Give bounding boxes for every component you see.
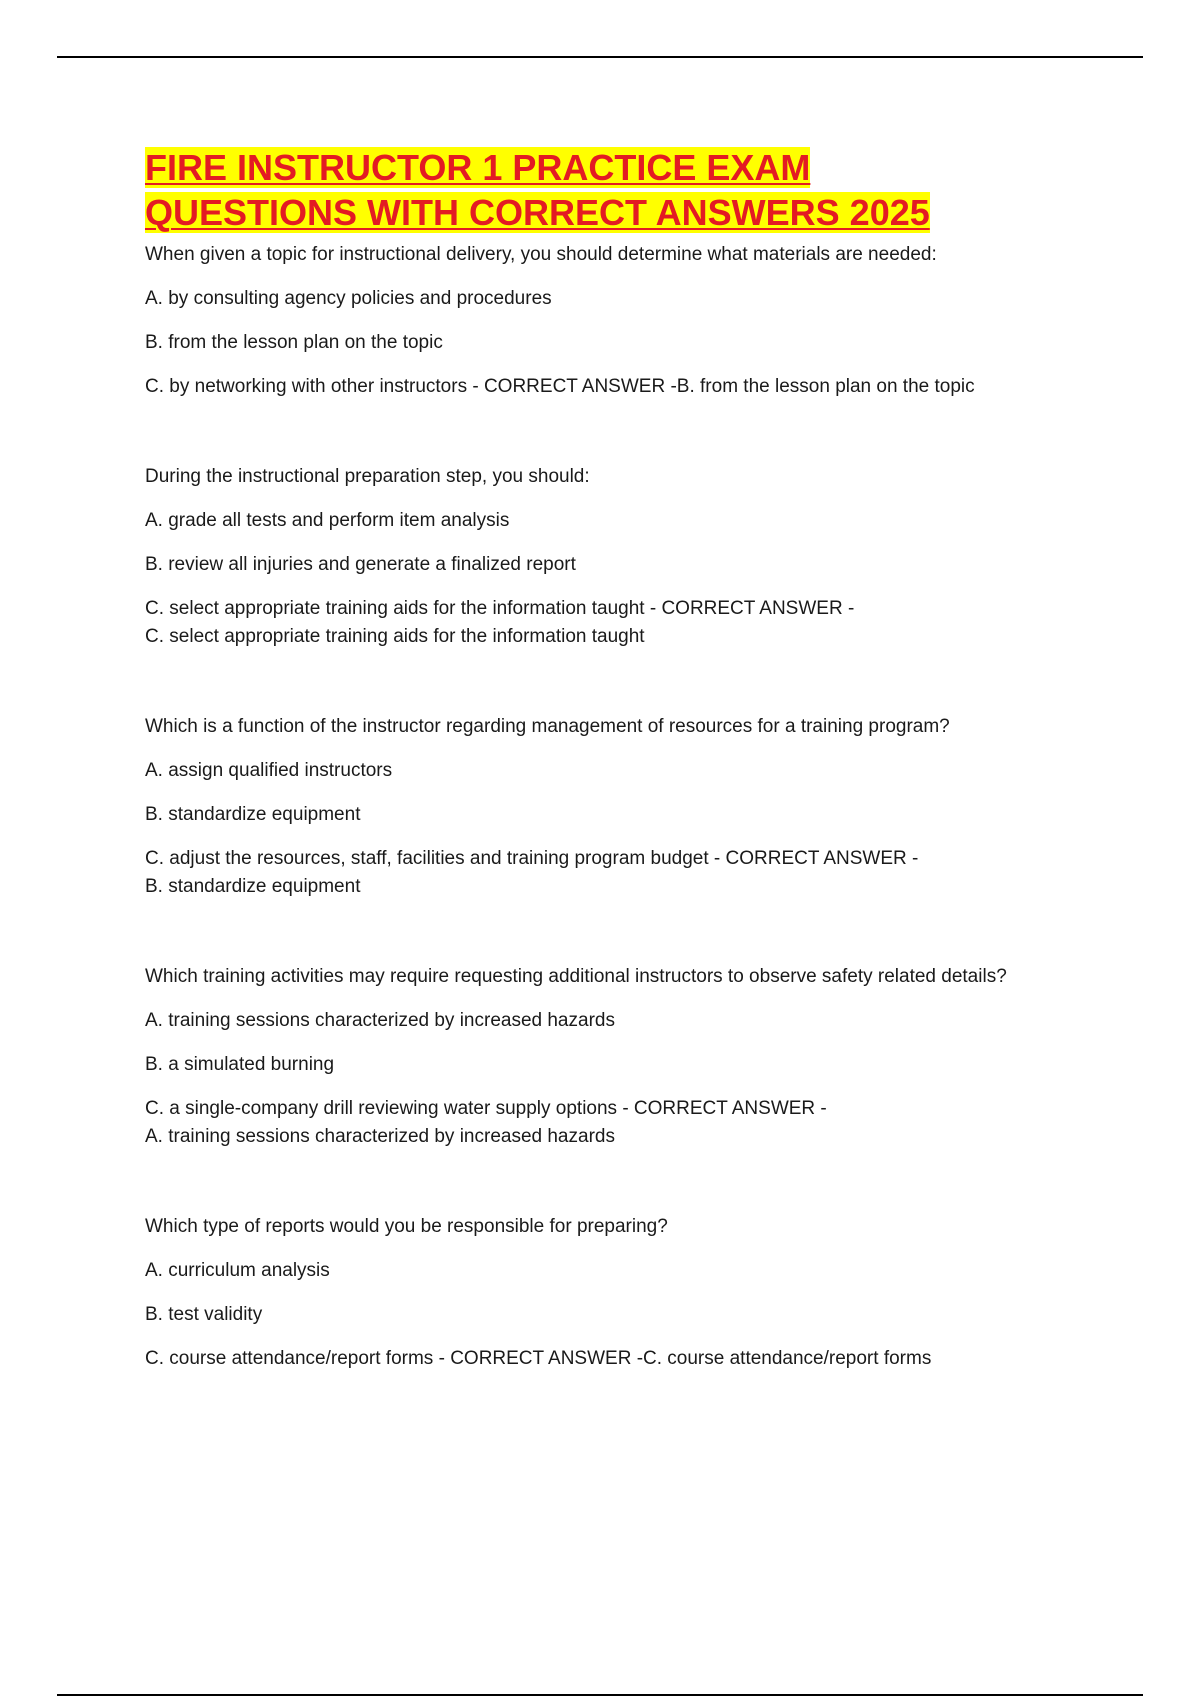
option-c: C. by networking with other instructors - CORRECT ANSWER -B. from the lesson plan on the topic (145, 376, 975, 397)
spacer (145, 401, 1105, 463)
title-line-1: FIRE INSTRUCTOR 1 PRACTICE EXAM (145, 147, 811, 188)
option-c: C. course attendance/report forms - CORRECT ANSWER -C. course attendance/report forms (145, 1348, 932, 1369)
title-line-2: QUESTIONS WITH CORRECT ANSWERS 2025 (145, 192, 930, 233)
question-text: Which is a function of the instructor regarding management of resources for a training program? (145, 716, 950, 737)
question-block-3 (145, 713, 1105, 901)
spacer (145, 901, 1105, 963)
document-title (145, 145, 1105, 235)
question-block-4 (145, 963, 1105, 1151)
bottom-rule (57, 1694, 1143, 1696)
question-text: During the instructional preparation step, you should: (145, 466, 590, 487)
option-a: A. curriculum analysis (145, 1260, 330, 1281)
option-a: A. grade all tests and perform item analysis (145, 510, 510, 531)
option-b: B. a simulated burning (145, 1054, 335, 1075)
correct-answer: A. training sessions characterized by increased hazards (145, 1126, 615, 1147)
correct-answer: C. select appropriate training aids for the information taught (145, 626, 645, 647)
question-text: Which type of reports would you be responsible for preparing? (145, 1216, 668, 1237)
option-b: B. from the lesson plan on the topic (145, 332, 443, 353)
option-c: C. a single-company drill reviewing water supply options - CORRECT ANSWER - (145, 1098, 827, 1119)
question-block-5 (145, 1213, 1105, 1373)
option-c: C. select appropriate training aids for the information taught - CORRECT ANSWER - (145, 598, 855, 619)
correct-answer: B. standardize equipment (145, 876, 361, 897)
top-rule (57, 56, 1143, 58)
spacer (145, 1151, 1105, 1213)
option-a: A. training sessions characterized by increased hazards (145, 1010, 615, 1031)
option-c: C. adjust the resources, staff, facilities and training program budget - CORRECT ANSWER - (145, 848, 919, 869)
option-b: B. test validity (145, 1304, 263, 1325)
question-text: Which training activities may require requesting additional instructors to observe safety related details? (145, 966, 1007, 987)
option-a: A. by consulting agency policies and procedures (145, 288, 552, 309)
option-b: B. standardize equipment (145, 804, 361, 825)
question-text: When given a topic for instructional delivery, you should determine what materials are needed: (145, 244, 937, 265)
question-block-1 (145, 241, 1105, 401)
option-b: B. review all injuries and generate a finalized report (145, 554, 576, 575)
spacer (145, 651, 1105, 713)
question-block-2 (145, 463, 1105, 651)
document-body (145, 145, 1105, 1373)
option-a: A. assign qualified instructors (145, 760, 393, 781)
